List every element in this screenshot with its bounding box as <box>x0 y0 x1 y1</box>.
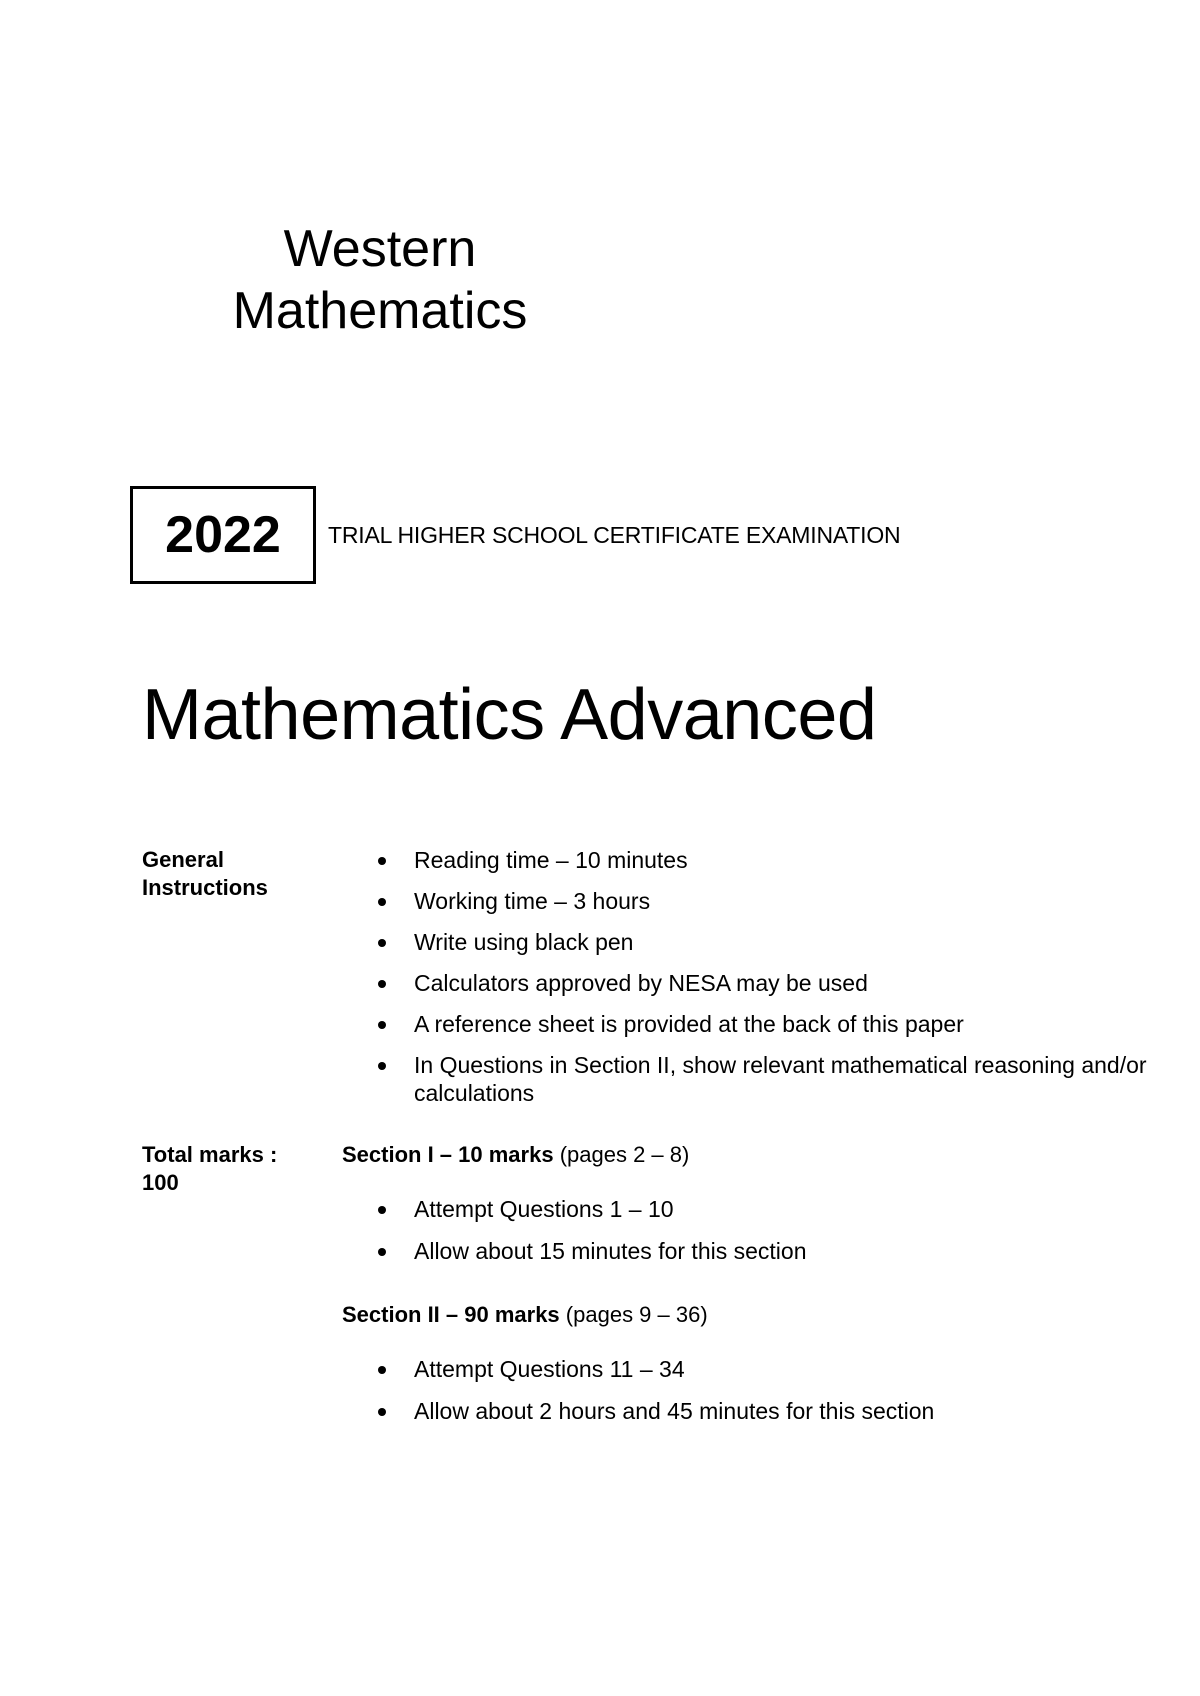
general-instructions-label <box>142 846 268 902</box>
subject-title: Mathematics Advanced <box>142 675 877 755</box>
instruction-item: Reading time – 10 minutes <box>378 846 1164 874</box>
general-instructions-label-line1: General <box>142 847 224 872</box>
section-1-heading <box>342 1141 689 1169</box>
section-1-pages: (pages 2 – 8) <box>559 1142 690 1167</box>
section-2-item: Allow about 2 hours and 45 minutes for this section <box>378 1397 934 1425</box>
total-marks-label-line1: Total marks : <box>142 1142 278 1167</box>
section-2-heading <box>342 1301 708 1329</box>
instruction-item: Working time – 3 hours <box>378 887 1164 915</box>
exam-name: TRIAL HIGHER SCHOOL CERTIFICATE EXAMINATION <box>328 522 901 548</box>
section-2-item: Attempt Questions 11 – 34 <box>378 1355 934 1383</box>
section-2-pages: (pages 9 – 36) <box>565 1302 708 1327</box>
year-box: 2022 <box>130 486 316 584</box>
section-2-list <box>378 1355 934 1439</box>
total-marks-value: 100 <box>142 1170 179 1195</box>
school-name-line2: Mathematics <box>232 282 528 340</box>
school-name-line1: Western <box>283 220 477 278</box>
section-1-list <box>378 1195 806 1279</box>
instruction-item: In Questions in Section II, show relevant mathematical reasoning and/or calculations <box>378 1051 1164 1107</box>
general-instructions-label-line2: Instructions <box>142 875 268 900</box>
section-1-item: Allow about 15 minutes for this section <box>378 1237 806 1265</box>
section-1-item: Attempt Questions 1 – 10 <box>378 1195 806 1223</box>
section-2-title: Section II – 90 marks <box>342 1302 560 1327</box>
instruction-item: Write using black pen <box>378 928 1164 956</box>
total-marks-label <box>142 1141 277 1197</box>
instruction-item: Calculators approved by NESA may be used <box>378 969 1164 997</box>
section-1-title: Section I – 10 marks <box>342 1142 554 1167</box>
instruction-item: A reference sheet is provided at the back of this paper <box>378 1010 1164 1038</box>
school-name <box>200 218 560 342</box>
general-instructions-list <box>378 846 1164 1120</box>
